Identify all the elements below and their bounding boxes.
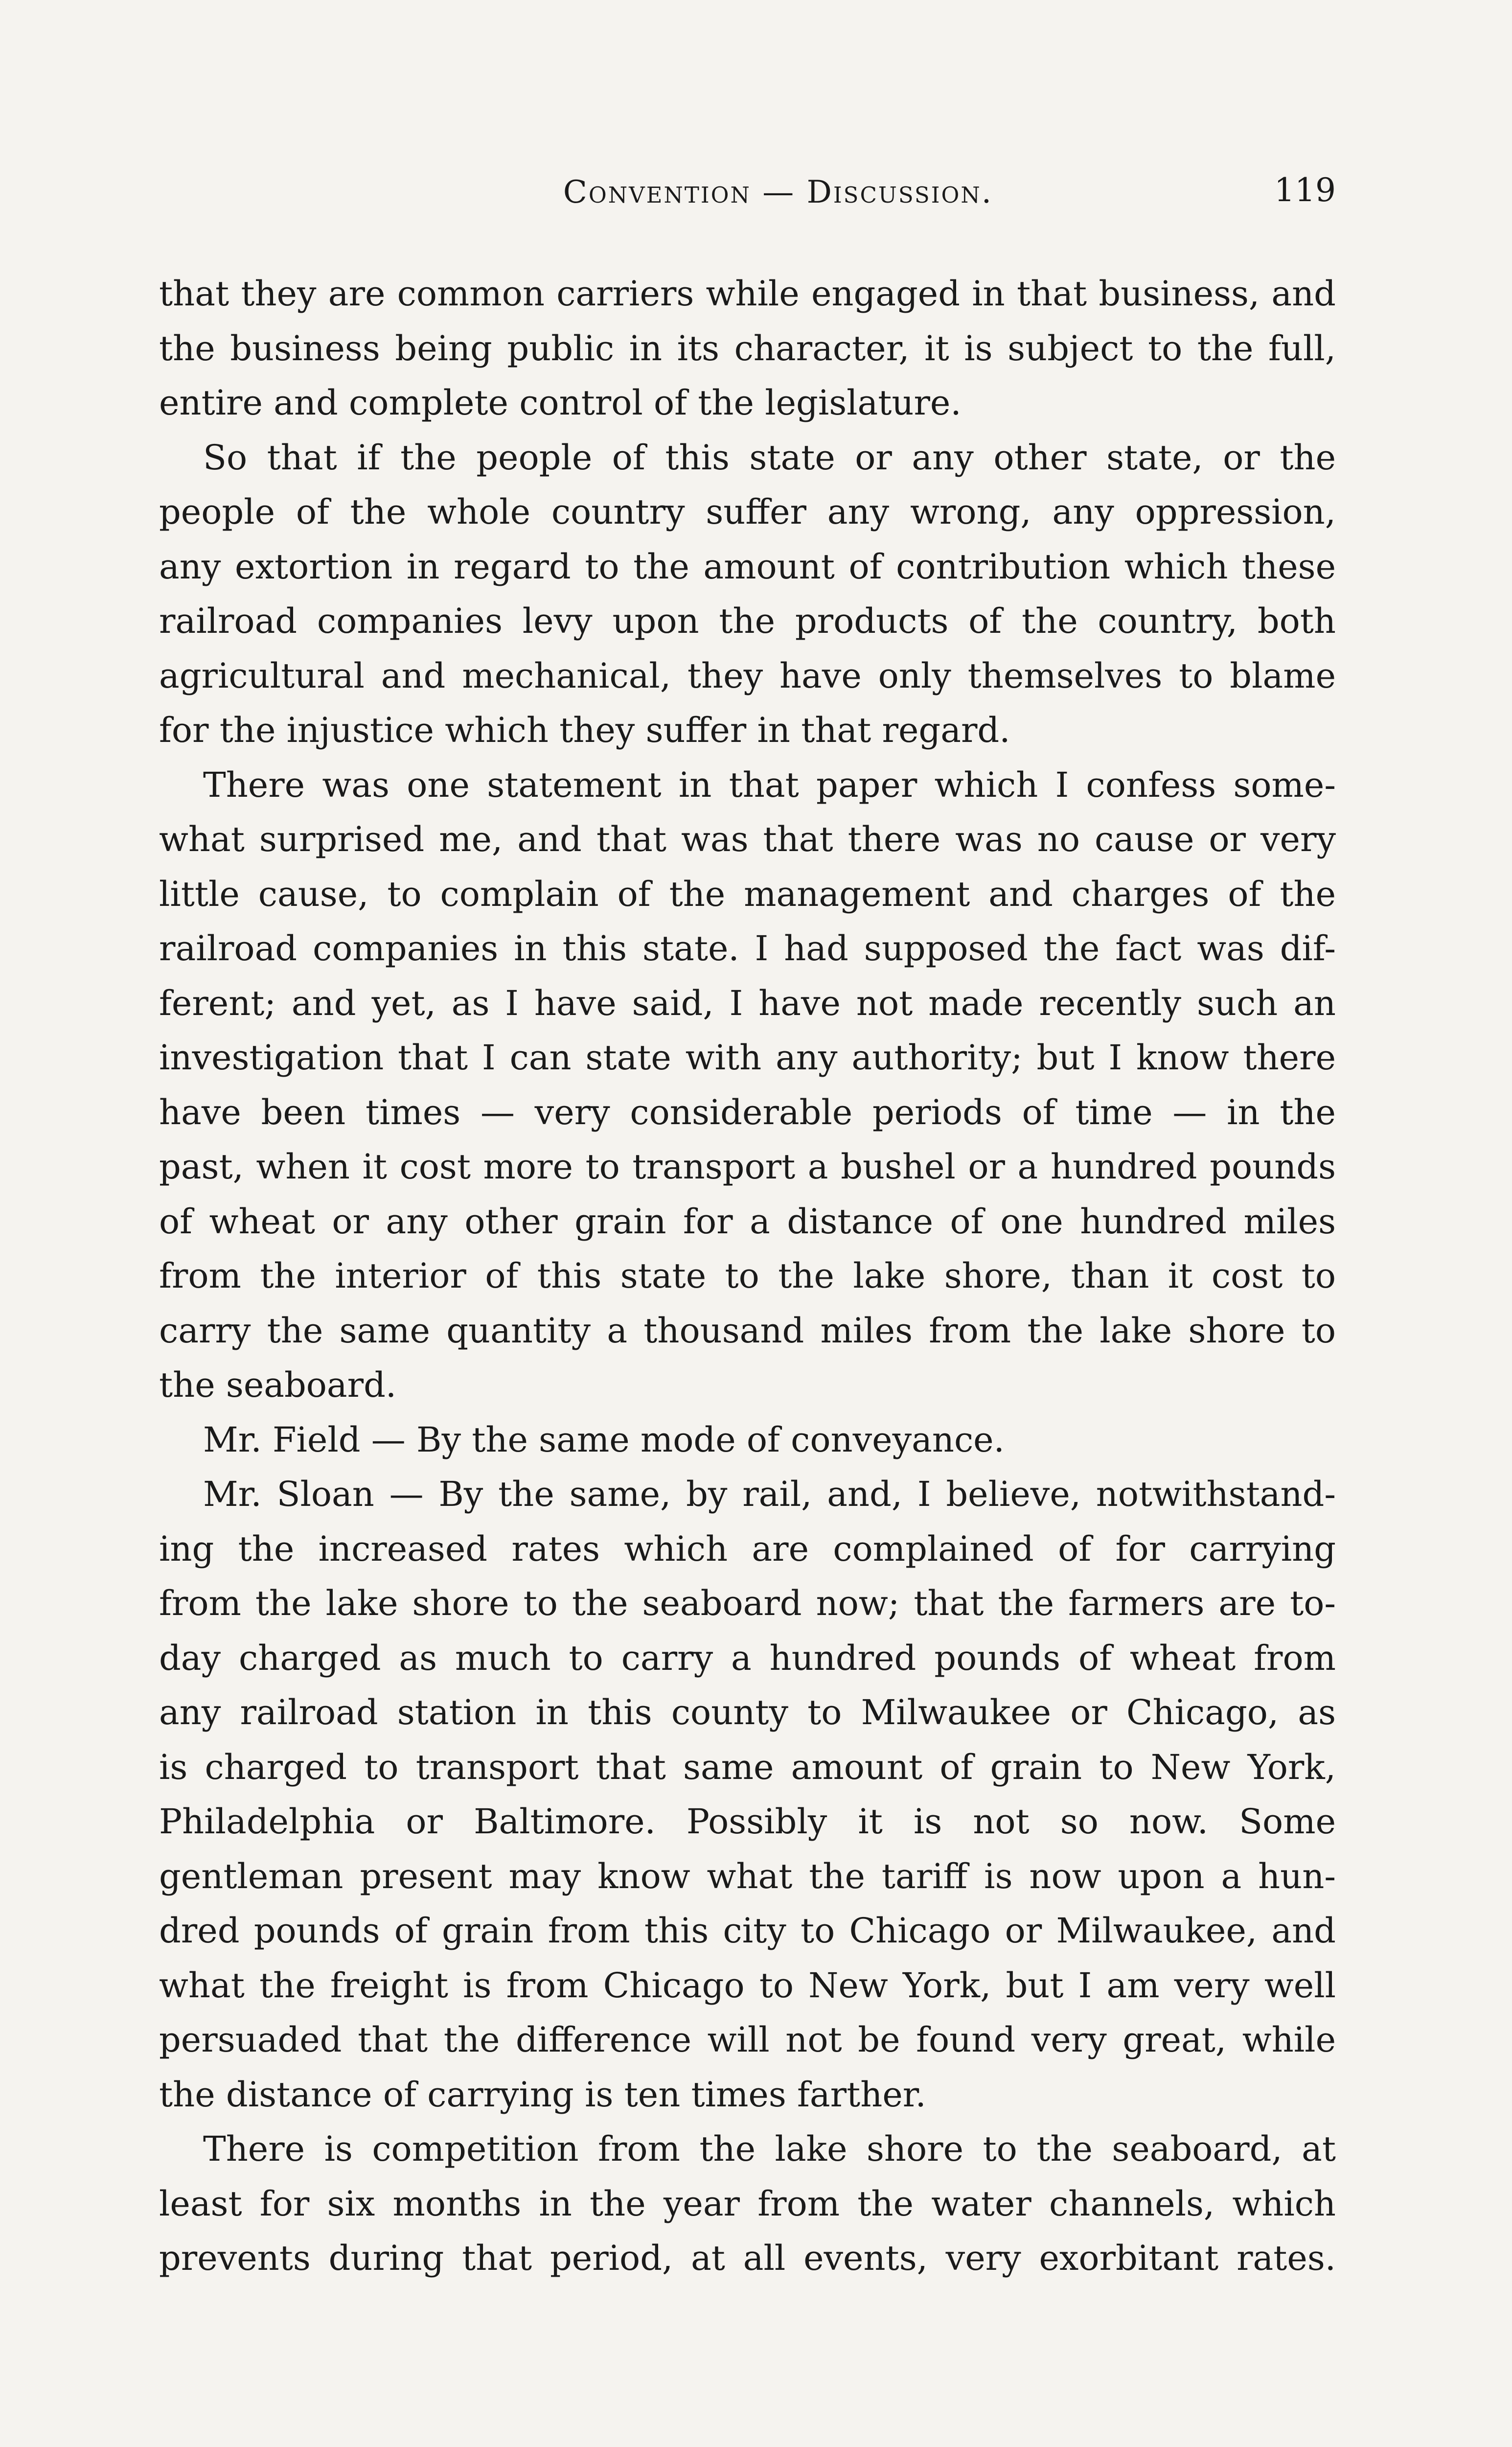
text-line: people of the whole country suffer any wrong, any oppression, [159, 492, 1336, 532]
text-line: any railroad station in this county to Milwaukee or Chicago, as [159, 1692, 1336, 1732]
text-line: There is competition from the lake shore to the seaboard, at [203, 2129, 1336, 2169]
text-line: dred pounds of grain from this city to Chicago or Milwaukee, and [159, 1911, 1336, 1951]
text-line: railroad companies levy upon the products of the country, both [159, 601, 1336, 641]
running-title: Convention — Discussion. [563, 174, 993, 210]
page-number: 119 [1274, 171, 1336, 209]
text-line: gentleman present may know what the tariff is now upon a hun- [159, 1856, 1336, 1896]
text-line: There was one statement in that paper which I confess some- [203, 764, 1336, 805]
text-line: from the lake shore to the seaboard now; that the farmers are to- [159, 1583, 1336, 1623]
text-line: day charged as much to carry a hundred pounds of wheat from [159, 1638, 1336, 1678]
text-line: agricultural and mechanical, they have only themselves to blame [159, 655, 1336, 696]
text-line: have been times — very considerable periods of time — in the [159, 1092, 1336, 1132]
text-line: railroad companies in this state. I had supposed the fact was dif- [159, 928, 1336, 969]
text-line: is charged to transport that same amount of grain to New York, [159, 1747, 1336, 1787]
text-line: prevents during that period, at all events, very exorbitant rates. [159, 2238, 1336, 2278]
text-line: little cause, to complain of the management and charges of the [159, 874, 1336, 914]
text-line: least for six months in the year from the water channels, which [159, 2183, 1336, 2224]
text-line: Philadelphia or Baltimore. Possibly it is not so now. Some [159, 1801, 1336, 1842]
text-line: Mr. Field — By the same mode of conveyance. [203, 1419, 1005, 1460]
text-line: So that if the people of this state or any other state, or the [203, 437, 1336, 478]
text-line: what surprised me, and that was that there was no cause or very [159, 819, 1336, 859]
text-line: carry the same quantity a thousand miles from the lake shore to [159, 1310, 1336, 1351]
text-line: persuaded that the difference will not be found very great, while [159, 2020, 1336, 2060]
text-line: what the freight is from Chicago to New York, but I am very well [159, 1965, 1336, 2006]
text-line: ferent; and yet, as I have said, I have not made recently such an [159, 983, 1336, 1023]
text-line: that they are common carriers while engaged in that business, and [159, 274, 1336, 314]
running-head [161, 166, 1336, 215]
text-line: any extortion in regard to the amount of contribution which these [159, 546, 1336, 587]
text-line: entire and complete control of the legislature. [159, 383, 962, 423]
text-line: past, when it cost more to transport a bushel or a hundred pounds [159, 1147, 1336, 1187]
text-line: the seaboard. [159, 1365, 397, 1405]
text-line: from the interior of this state to the lake shore, than it cost to [159, 1256, 1336, 1296]
text-line: the business being public in its character, it is subject to the full, [159, 328, 1336, 369]
text-line: of wheat or any other grain for a distance of one hundred miles [159, 1201, 1336, 1242]
text-line: the distance of carrying is ten times farther. [159, 2074, 926, 2115]
body-text [159, 267, 1336, 2286]
text-line: investigation that I can state with any authority; but I know there [159, 1038, 1336, 1078]
text-line: Mr. Sloan — By the same, by rail, and, I believe, notwithstand- [203, 1474, 1336, 1514]
text-line: for the injustice which they suffer in that regard. [159, 710, 1010, 750]
text-line: ing the increased rates which are complained of for carrying [159, 1528, 1336, 1569]
